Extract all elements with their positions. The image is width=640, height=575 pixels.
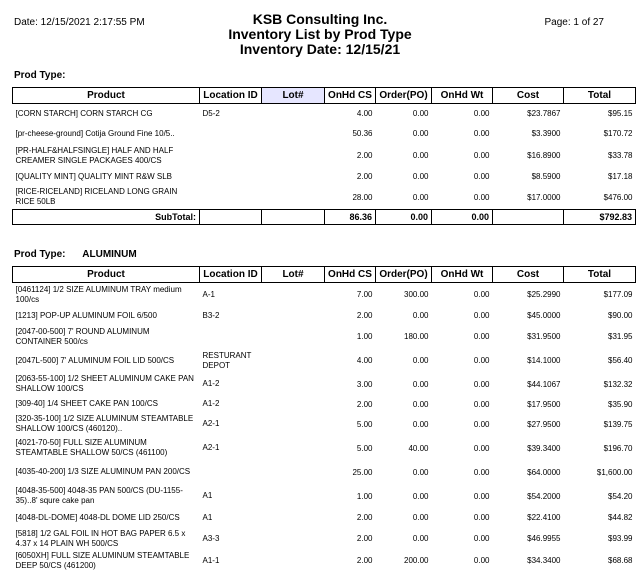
table-row	[13, 436, 636, 461]
cost-cell: $17.0000	[527, 192, 561, 202]
product-cell: [320-35-100] 1/2 SIZE ALUMINUM STEAMTABLE SHALLOW 100/CS (460120)..	[15, 414, 194, 433]
location-cell: A-1	[202, 289, 215, 299]
col-total: Total	[564, 267, 636, 283]
product-cell: [pr-cheese-ground] Cotija Ground Fine 10/5..	[15, 128, 175, 138]
lot-cell	[262, 413, 325, 436]
total-cell: $476.00	[603, 192, 633, 202]
inventory-date: Inventory Date: 12/15/21	[239, 41, 401, 57]
table-row	[13, 551, 636, 571]
lot-cell	[262, 349, 325, 373]
subtotal-label: SubTotal:	[13, 210, 200, 225]
report-name: Inventory List by Prod Type	[228, 26, 412, 42]
total-cell: $95.15	[608, 109, 633, 119]
onhd-cs-cell: 2.00	[356, 556, 373, 565]
location-cell: A2-1	[202, 443, 220, 452]
total-cell: $177.09	[603, 290, 633, 300]
subtotal-row	[13, 210, 636, 225]
product-cell: [PR-HALF&HALFSINGLE] HALF AND HALF CREAMER SINGLE PACKAGES 400/CS	[15, 145, 174, 165]
onhd-wt-cell: 0.00	[473, 556, 490, 565]
table-row	[13, 527, 636, 551]
cost-cell: $25.2990	[527, 290, 561, 300]
section1-prod-type	[14, 70, 79, 81]
location-cell	[200, 168, 262, 186]
cost-cell: $31.9500	[527, 332, 561, 341]
onhd-wt-cell: 0.00	[473, 534, 490, 543]
section2-prod-type	[14, 249, 137, 260]
table-row	[13, 461, 636, 484]
col-onhd-cs: OnHd CS	[325, 267, 376, 283]
cost-cell: $54.2000	[527, 491, 561, 501]
cost-cell: $46.9955	[527, 534, 561, 543]
onhd-cs-cell: 2.00	[356, 151, 373, 160]
total-cell: $170.72	[603, 129, 633, 138]
col-location-id: Location ID	[200, 267, 262, 283]
col-product: Product	[13, 88, 200, 104]
location-cell: A1-1	[202, 555, 220, 565]
lot-cell	[262, 325, 325, 349]
location-cell: B3-2	[202, 310, 220, 320]
onhd-wt-cell: 0.00	[473, 129, 490, 138]
order-po-cell: 0.00	[412, 356, 429, 365]
prod-type-label: Prod Type:	[14, 249, 66, 260]
cost-cell: $64.0000	[527, 467, 561, 477]
total-cell: $33.78	[608, 151, 633, 160]
col-order-po: Order(PO)	[376, 88, 432, 104]
lot-cell	[262, 186, 325, 210]
onhd-wt-cell: 0.00	[473, 491, 490, 501]
onhd-wt-cell: 0.00	[473, 379, 490, 389]
lot-cell	[262, 144, 325, 168]
cost-cell: $44.1067	[527, 379, 561, 389]
onhd-wt-cell: 0.00	[473, 311, 490, 320]
location-cell	[200, 186, 262, 210]
col-cost: Cost	[493, 88, 564, 104]
lot-cell	[262, 124, 325, 144]
location-cell: A1-2	[202, 379, 220, 388]
onhd-wt-cell: 0.00	[473, 192, 490, 202]
table-row	[13, 484, 636, 509]
total-cell: $56.40	[608, 356, 633, 365]
order-po-cell: 0.00	[412, 399, 429, 409]
order-po-cell: 300.00	[404, 290, 429, 300]
product-cell: [CORN STARCH] CORN STARCH CG	[15, 108, 153, 118]
product-cell: [4035-40-200] 1/3 SIZE ALUMINUM PAN 200/CS	[15, 467, 191, 476]
order-po-cell: 0.00	[412, 151, 429, 160]
product-cell: [1213] POP-UP ALUMINUM FOIL 6/500	[15, 310, 157, 320]
subtotal-order: 0.00	[376, 210, 432, 225]
table-row	[13, 396, 636, 413]
col-total: Total	[564, 88, 636, 104]
onhd-cs-cell: 5.00	[356, 419, 373, 429]
onhd-cs-cell: 1.00	[356, 332, 373, 341]
onhd-cs-cell: 4.00	[356, 109, 373, 119]
onhd-wt-cell: 0.00	[473, 172, 490, 181]
onhd-wt-cell: 0.00	[473, 443, 490, 453]
product-cell: [4048-DL-DOME] 4048-DL DOME LID 250/CS	[15, 512, 180, 522]
onhd-wt-cell: 0.00	[473, 332, 490, 341]
total-cell: $93.99	[608, 534, 633, 543]
cost-cell: $34.3400	[527, 556, 561, 565]
product-cell: [2047-00-500] 7' ROUND ALUMINUM CONTAINER 500/cs	[15, 326, 150, 346]
product-cell: [2047L-500] 7' ALUMINUM FOIL LID 500/CS	[15, 355, 175, 365]
order-po-cell: 0.00	[412, 467, 429, 477]
order-po-cell: 0.00	[412, 311, 429, 320]
onhd-cs-cell: 28.00	[352, 192, 373, 202]
lot-cell	[262, 283, 325, 307]
onhd-cs-cell: 2.00	[356, 172, 373, 181]
company-name: KSB Consulting Inc.	[252, 11, 388, 27]
total-cell: $196.70	[603, 443, 633, 453]
product-cell: [2063-55-100] 1/2 SHEET ALUMINUM CAKE PAN SHALLOW 100/CS	[15, 374, 194, 393]
product-cell: [309-40] 1/4 SHEET CAKE PAN 100/CS	[15, 399, 158, 408]
onhd-wt-cell: 0.00	[473, 419, 490, 429]
onhd-cs-cell: 3.00	[356, 379, 373, 389]
col-lot: Lot#	[262, 88, 325, 104]
onhd-cs-cell: 25.00	[352, 467, 373, 477]
onhd-wt-cell: 0.00	[473, 513, 490, 522]
table-row	[13, 373, 636, 396]
order-po-cell: 0.00	[412, 419, 429, 429]
onhd-cs-cell: 2.00	[356, 534, 373, 543]
product-cell: [4021-70-50] FULL SIZE ALUMINUM STEAMTABLE SHALLOW 50/CS (461100)	[15, 438, 168, 457]
total-cell: $90.00	[608, 311, 633, 320]
cost-cell: $16.8900	[527, 151, 561, 160]
location-cell: A1	[202, 512, 213, 522]
onhd-cs-cell: 7.00	[356, 290, 373, 300]
onhd-wt-cell: 0.00	[473, 151, 490, 160]
onhd-wt-cell: 0.00	[473, 399, 490, 409]
cost-cell: $39.3400	[527, 443, 561, 453]
lot-cell	[262, 168, 325, 186]
cost-cell: $14.1000	[527, 356, 561, 365]
order-po-cell: 0.00	[412, 513, 429, 522]
lot-cell	[262, 484, 325, 509]
order-po-cell: 0.00	[412, 109, 429, 119]
col-onhd-wt: OnHd Wt	[432, 88, 493, 104]
section1-table	[12, 87, 636, 225]
lot-cell	[262, 373, 325, 396]
total-cell: $17.18	[608, 172, 633, 181]
table-row	[13, 413, 636, 436]
order-po-cell: 0.00	[412, 379, 429, 389]
section2-table	[12, 266, 636, 571]
cost-cell: $23.7867	[527, 109, 561, 119]
order-po-cell: 0.00	[412, 129, 429, 138]
table-row	[13, 168, 636, 186]
lot-cell	[262, 551, 325, 571]
cost-cell: $8.5900	[531, 172, 561, 181]
col-product: Product	[13, 267, 200, 283]
table-row	[13, 509, 636, 527]
order-po-cell: 0.00	[412, 192, 429, 202]
product-cell: [RICE-RICELAND] RICELAND LONG GRAIN RICE 50LB	[15, 187, 178, 207]
order-po-cell: 180.00	[404, 332, 429, 341]
product-cell: [0461124] 1/2 SIZE ALUMINUM TRAY medium 100/cs	[15, 284, 182, 304]
product-cell: [4048-35-500] 4048-35 PAN 500/CS (DU-1155-35)..8' squre cake pan	[15, 486, 183, 505]
col-lot: Lot#	[262, 267, 325, 283]
total-cell: $139.75	[603, 419, 633, 429]
report-title	[0, 12, 640, 57]
page-indicator: Page: 1 of 27	[544, 17, 604, 28]
lot-cell	[262, 396, 325, 413]
subtotal-total: $792.83	[564, 210, 636, 225]
onhd-wt-cell: 0.00	[473, 356, 490, 365]
subtotal-wt: 0.00	[432, 210, 493, 225]
location-cell: A3-3	[202, 533, 220, 543]
total-cell: $132.32	[603, 379, 633, 389]
onhd-wt-cell: 0.00	[473, 109, 490, 119]
lot-cell	[262, 527, 325, 551]
prod-type-value: ALUMINUM	[82, 249, 137, 260]
location-cell: D5-2	[202, 108, 220, 118]
onhd-cs-cell: 4.00	[356, 356, 373, 365]
total-cell: $68.68	[608, 556, 633, 565]
location-cell	[200, 325, 262, 349]
onhd-wt-cell: 0.00	[473, 467, 490, 477]
report-date: Date: 12/15/2021 2:17:55 PM	[14, 17, 145, 28]
product-cell: [5818] 1/2 GAL FOIL IN HOT BAG PAPER 6.5 x 4.37 x 14 PLAIN WH 500/CS	[15, 528, 186, 548]
table-row	[13, 325, 636, 349]
cost-cell: $3.3900	[531, 129, 561, 138]
table-row	[13, 283, 636, 307]
lot-cell	[262, 307, 325, 325]
lot-cell	[262, 436, 325, 461]
table-row	[13, 307, 636, 325]
total-cell: $54.20	[608, 491, 633, 501]
onhd-cs-cell: 1.00	[356, 491, 373, 501]
product-cell: [6050XH] FULL SIZE ALUMINUM STEAMTABLE DEEP 50/CS (461200)	[15, 550, 190, 570]
location-cell	[200, 124, 262, 144]
lot-cell	[262, 509, 325, 527]
order-po-cell: 0.00	[412, 491, 429, 501]
order-po-cell: 200.00	[404, 556, 429, 565]
cost-cell: $45.0000	[527, 311, 561, 320]
lot-cell	[262, 104, 325, 124]
table-header	[13, 267, 636, 283]
cost-cell: $22.4100	[527, 513, 561, 522]
location-cell: A2-1	[202, 419, 220, 428]
table-row	[13, 104, 636, 124]
table-header	[13, 88, 636, 104]
table-row	[13, 124, 636, 144]
location-cell: A1-2	[202, 399, 220, 408]
onhd-wt-cell: 0.00	[473, 290, 490, 300]
location-cell: RESTURANT DEPOT	[202, 350, 252, 370]
total-cell: $35.90	[608, 399, 633, 409]
prod-type-label: Prod Type:	[14, 70, 66, 81]
col-onhd-cs: OnHd CS	[325, 88, 376, 104]
col-location-id: Location ID	[200, 88, 262, 104]
subtotal-onhd: 86.36	[325, 210, 376, 225]
onhd-cs-cell: 2.00	[356, 311, 373, 320]
col-onhd-wt: OnHd Wt	[432, 267, 493, 283]
col-cost: Cost	[493, 267, 564, 283]
lot-cell	[262, 461, 325, 484]
onhd-cs-cell: 2.00	[356, 399, 373, 409]
col-order-po: Order(PO)	[376, 267, 432, 283]
onhd-cs-cell: 2.00	[356, 513, 373, 522]
order-po-cell: 40.00	[408, 443, 429, 453]
table-row	[13, 144, 636, 168]
product-cell: [QUALITY MINT] QUALITY MINT R&W SLB	[15, 171, 172, 181]
table-row	[13, 186, 636, 210]
location-cell	[200, 461, 262, 484]
order-po-cell: 0.00	[412, 172, 429, 181]
cost-cell: $17.9500	[527, 399, 561, 409]
total-cell: $31.95	[608, 332, 633, 341]
total-cell: $1,600.00	[596, 467, 633, 477]
table-row	[13, 349, 636, 373]
order-po-cell: 0.00	[412, 534, 429, 543]
location-cell	[200, 144, 262, 168]
onhd-cs-cell: 50.36	[352, 129, 373, 138]
total-cell: $44.82	[608, 513, 633, 522]
onhd-cs-cell: 5.00	[356, 443, 373, 453]
cost-cell: $27.9500	[527, 419, 561, 429]
location-cell: A1	[202, 491, 213, 500]
